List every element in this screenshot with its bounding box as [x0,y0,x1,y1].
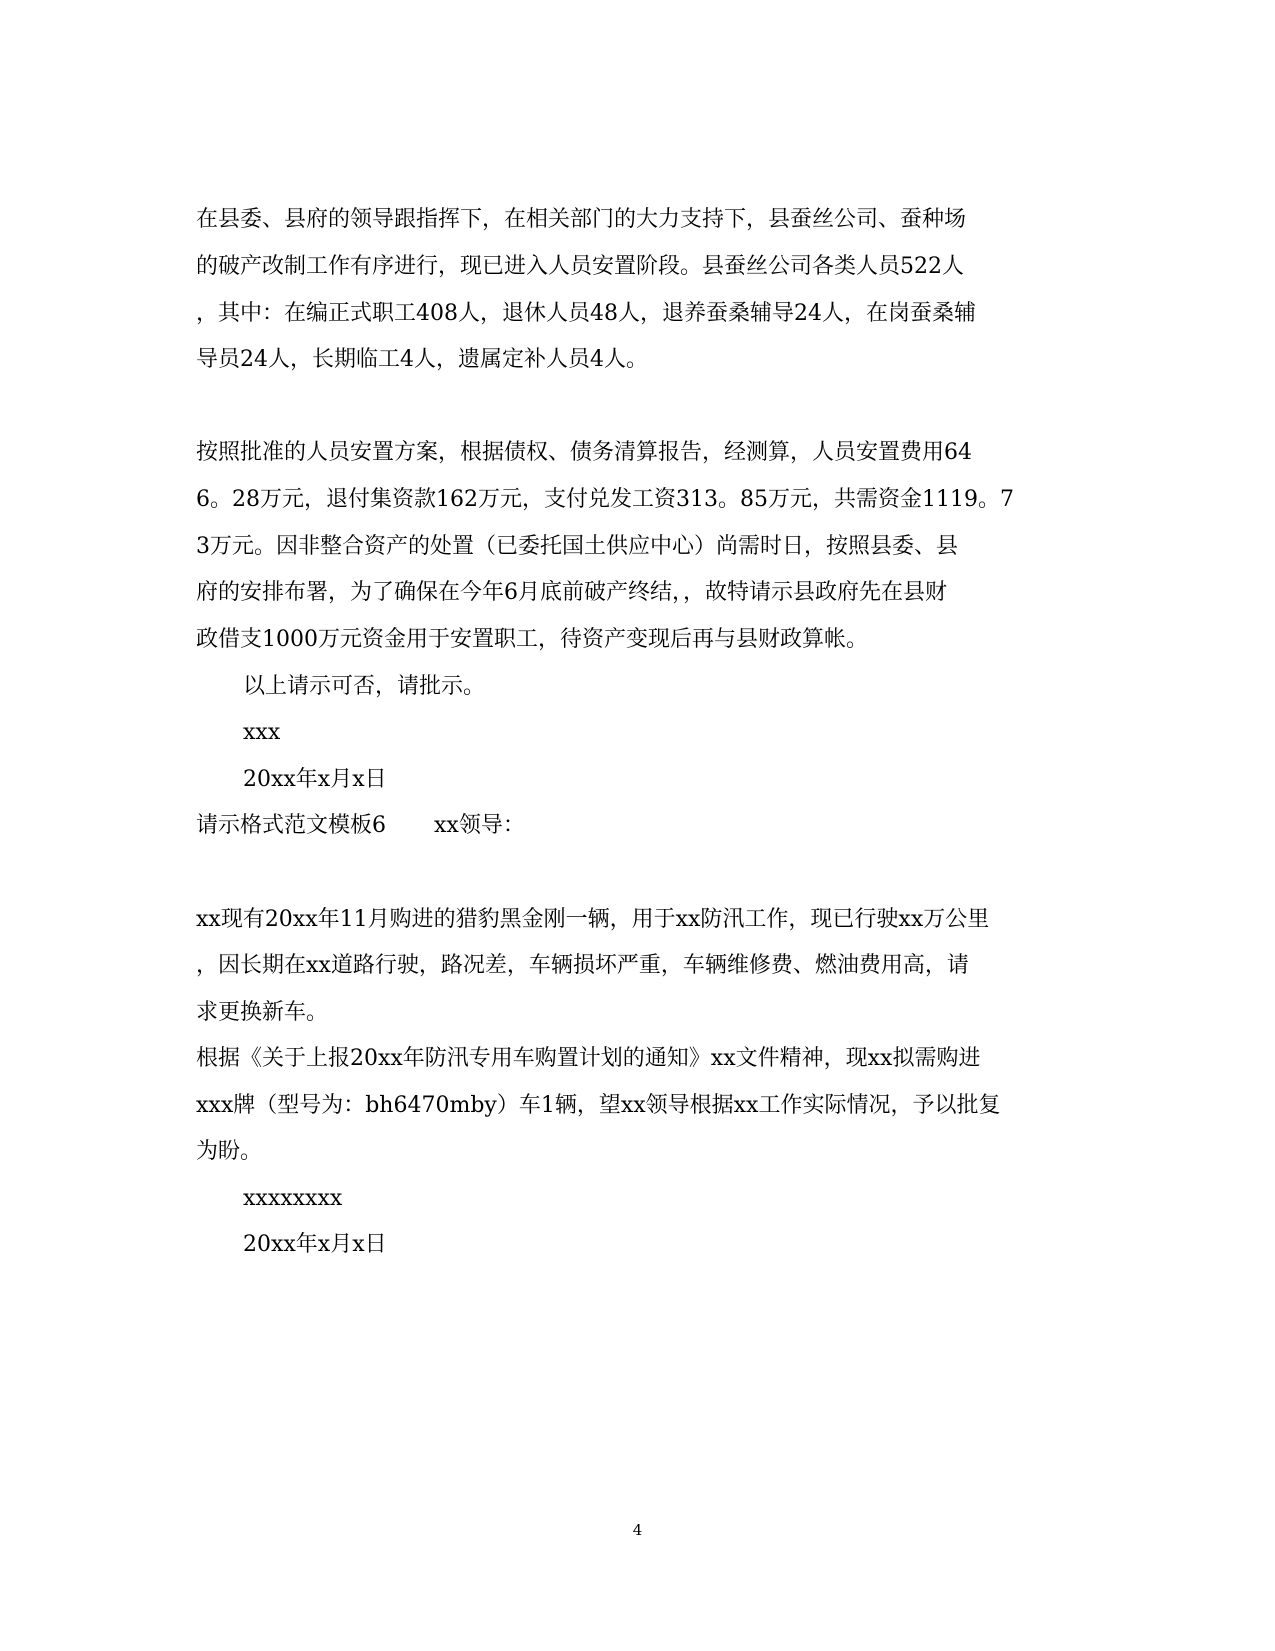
salutation: xx领导： [434,813,525,838]
closing-2-date: 20xx年x月x日 [243,1232,387,1257]
paragraph-2-line-5: 政借支1000万元资金用于安置职工，待资产变现后再与县财政算帐。 [196,627,868,652]
paragraph-3-line-3: 求更换新车。 [196,1000,329,1025]
paragraph-1-line-2: 的破产改制工作有序进行，现已进入人员安置阶段。县蚕丝公司各类人员522人 [196,254,964,279]
paragraph-2-line-4: 府的安排布署，为了确保在今年6月底前破产终结，，故特请示县政府先在县财 [196,580,947,605]
paragraph-4-line-3: 为盼。 [196,1139,263,1164]
paragraph-1-line-4: 导员24人，长期临工4人，遗属定补人员4人。 [196,347,648,372]
page-number: 4 [632,1521,643,1539]
paragraph-1-line-3: ，其中：在编正式职工408人，退休人员48人，退养蚕桑辅导24人，在岗蚕桑辅 [196,301,976,326]
paragraph-4-line-2: xxx牌（型号为：bh6470mby）车1辆，望xx领导根据xx工作实际情况，予以批复 [196,1093,1001,1118]
paragraph-1-line-1: 在县委、县府的领导跟指挥下，在相关部门的大力支持下，县蚕丝公司、蚕种场 [196,207,967,232]
paragraph-3-line-1: xx现有20xx年11月购进的猎豹黑金刚一辆，用于xx防汛工作，现已行驶xx万公里 [196,907,990,932]
closing-date: 20xx年x月x日 [243,767,387,792]
paragraph-3-line-2: ，因长期在xx道路行驶，路况差，车辆损坏严重，车辆维修费、燃油费用高，请 [196,953,969,978]
paragraph-2-line-3: 3万元。因非整合资产的处置（已委托国土供应中心）尚需时日，按照县委、县 [196,534,958,559]
closing-request: 以上请示可否，请批示。 [243,674,486,699]
paragraph-2-line-2: 6。28万元，退付集资款162万元，支付兑发工资313。85万元，共需资金1119。7 [196,487,1014,512]
paragraph-2-line-1: 按照批准的人员安置方案，根据债权、债务清算报告，经测算，人员安置费用64 [196,440,972,465]
template-title: 请示格式范文模板6 [196,813,386,838]
paragraph-4-line-1: 根据《关于上报20xx年防汛专用车购置计划的通知》xx文件精神，现xx拟需购进 [196,1046,981,1071]
closing-2-signature: xxxxxxxx [243,1186,343,1211]
closing-signature: xxx [243,720,281,745]
template-heading [196,810,525,842]
